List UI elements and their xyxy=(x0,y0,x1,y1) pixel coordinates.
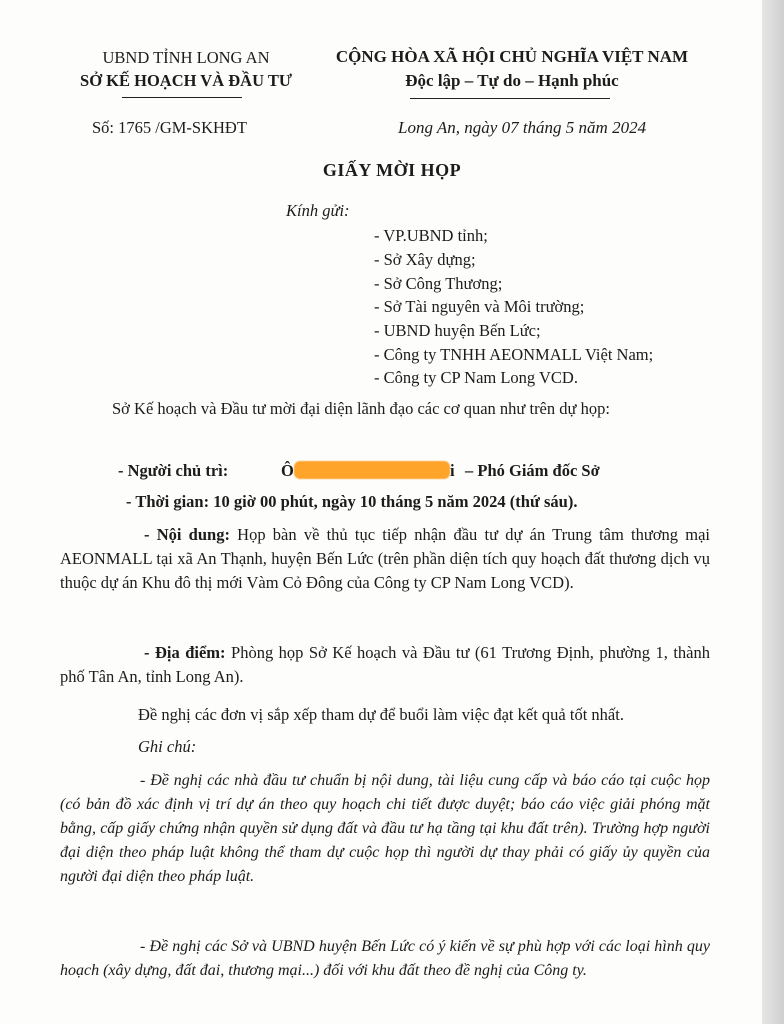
content-label: - Nội dung: xyxy=(144,525,230,544)
chair-role: – Phó Giám đốc Sở xyxy=(465,461,600,480)
place-date: Long An, ngày 07 tháng 5 năm 2024 xyxy=(398,118,647,137)
agency-parent: UBND TỈNH LONG AN xyxy=(102,48,270,67)
recipient-item: - Sở Xây dựng; xyxy=(374,250,476,269)
content-paragraph xyxy=(60,523,710,595)
chair-name-start: Ô xyxy=(281,461,294,480)
note-item: - Đề nghị các Sở và UBND huyện Bến Lức có ý kiến về sự phù hợp với các loại hình quy hoạch (xây dựng, đất đai, thương mại...) đối với khu đất theo đề nghị của Công ty. xyxy=(60,938,710,979)
national-motto: Độc lập – Tự do – Hạnh phúc xyxy=(405,71,619,90)
recipient-item: - Sở Tài nguyên và Môi trường; xyxy=(374,297,585,316)
recipient-item: - Sở Công Thương; xyxy=(374,274,503,293)
agency-name: SỞ KẾ HOẠCH VÀ ĐẦU TƯ xyxy=(80,71,292,90)
chair-label: - Người chủ trì: xyxy=(118,461,229,480)
redaction-mark xyxy=(294,461,450,479)
request-line: Đề nghị các đơn vị sắp xếp tham dự để buổi làm việc đạt kết quả tốt nhất. xyxy=(138,705,624,724)
note-item: - Đề nghị các nhà đầu tư chuẩn bị nội dung, tài liệu cung cấp và báo cáo tại cuộc họp (có bản đồ xác định vị trí dự án theo quy hoạch chi tiết được duyệt; báo cáo việc giải phóng mặt bằng, cấp giấy chứng nhận quyền sử dụng đất và đầu tư hạ tầng tại khu đất trên). Trường hợp người đại diện theo pháp luật không thể tham dự cuộc họp thì người dự thay phải có giấy ủy quyền của người đại diện theo pháp luật. xyxy=(60,772,710,885)
intro-paragraph: Sở Kế hoạch và Đầu tư mời đại diện lãnh đạo các cơ quan như trên dự họp: xyxy=(112,399,610,418)
document-number: Số: 1765 /GM-SKHĐT xyxy=(92,118,247,137)
document-title: GIẤY MỜI HỌP xyxy=(322,160,462,180)
meeting-time: - Thời gian: 10 giờ 00 phút, ngày 10 tháng 5 năm 2024 (thứ sáu). xyxy=(126,492,578,511)
recipient-item: - Công ty CP Nam Long VCD. xyxy=(374,368,578,387)
recipient-item: - UBND huyện Bến Lức; xyxy=(374,321,541,340)
location-paragraph xyxy=(60,641,710,689)
recipient-item: - Công ty TNHH AEONMALL Việt Nam; xyxy=(374,345,654,364)
page-edge xyxy=(762,0,784,1024)
chair-name-end: i xyxy=(450,461,455,480)
salutation: Kính gửi: xyxy=(286,201,350,220)
recipient-item: - VP.UBND tỉnh; xyxy=(374,226,488,245)
agency-underline xyxy=(122,97,242,98)
motto-underline xyxy=(410,98,610,99)
notes-label: Ghi chú: xyxy=(138,737,197,756)
location-text: Phòng họp Sở Kế hoạch và Đầu tư (61 Trương Định, phường 1, thành phố Tân An, tỉnh Long An). xyxy=(60,643,710,686)
content-text: Họp bàn về thủ tục tiếp nhận đầu tư dự án Trung tâm thương mại AEONMALL tại xã An Thạnh, huyện Bến Lức (trên phần diện tích quy hoạch đất thương dịch vụ thuộc dự án Khu đô thị mới Vàm Cỏ Đông của Công ty CP Nam Long VCD). xyxy=(60,525,710,592)
national-title: CỘNG HÒA XÃ HỘI CHỦ NGHĨA VIỆT NAM xyxy=(335,47,689,66)
location-label: - Địa điểm: xyxy=(144,643,226,662)
